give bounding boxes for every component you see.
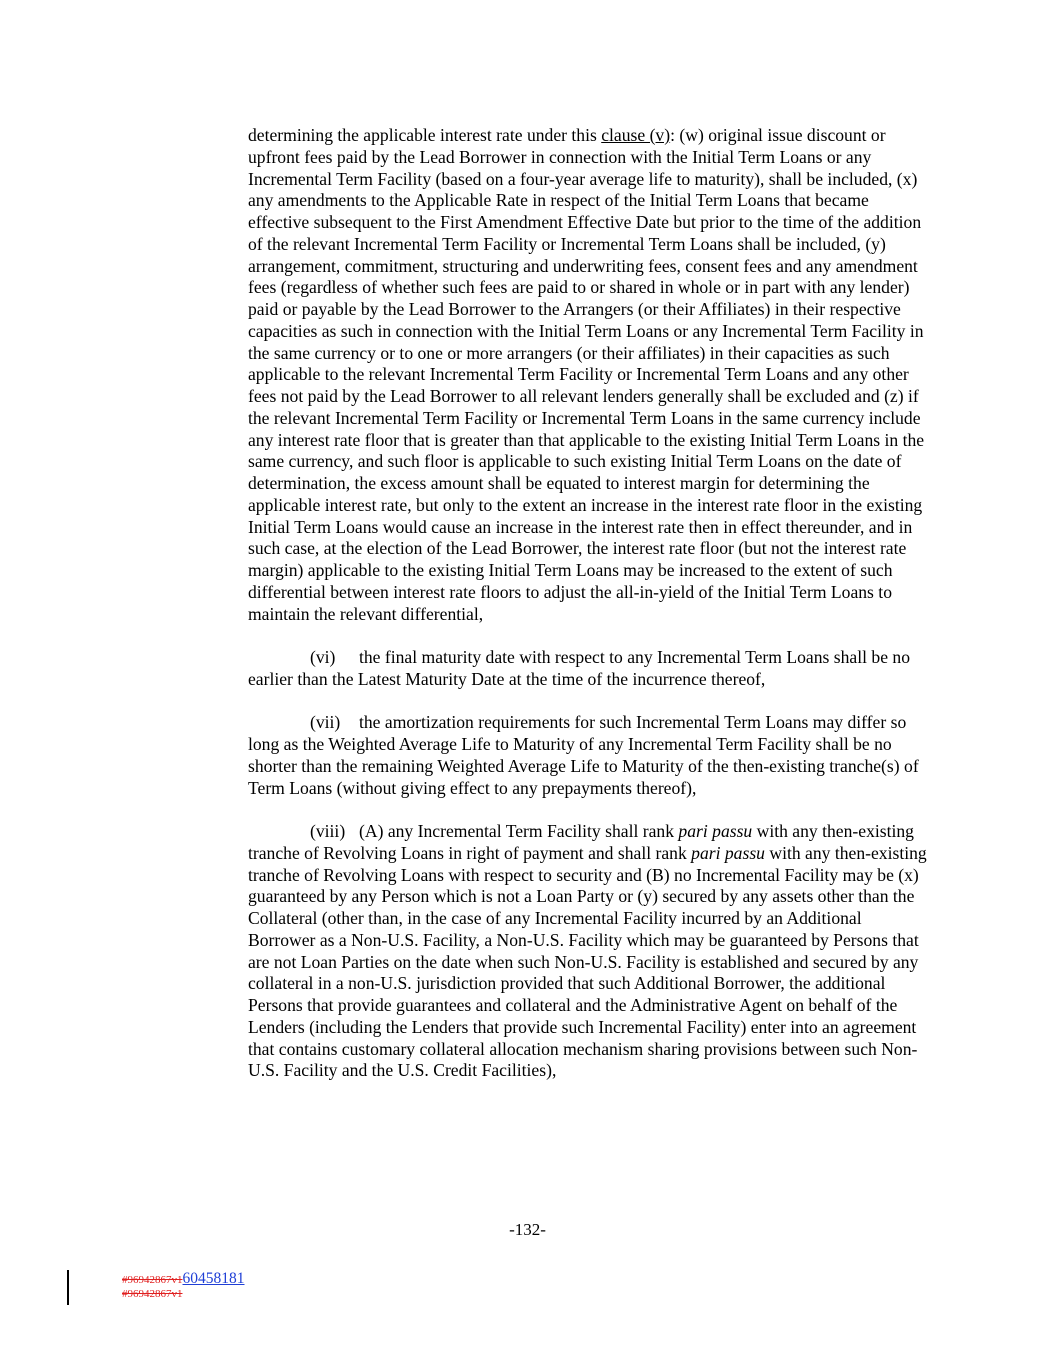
document-id-line-2 [122,1287,245,1301]
clause-number: (vii) [310,712,341,733]
paragraph-text: determining the applicable interest rate under this [248,125,602,145]
paragraph-clause-vi [248,647,932,691]
paragraph-clause-v-continuation [248,125,932,625]
paragraph-text: with any then-existing tranche of Revolving Loans with respect to security and (B) no Incremental Facility may be (x) guaranteed by any Person which is not a Loan Party or (y) secured by any assets other than the Collateral (other than, in the case of any Incremental Facility incurred by an Additional Borrower as a Non-U.S. Facility, a Non-U.S. Facility which may be guaranteed by Persons that are not Loan Parties on the date when such Non-U.S. Facility is established and secured by any collateral in a non-U.S. jurisdiction provided that such Additional Borrower, the additional Persons that provide guarantees and collateral and the Administrative Agent on behalf of the Lenders (including the Lenders that provide such Incremental Facility) enter into an agreement that contains customary collateral allocation mechanism sharing provisions between such Non-U.S. Facility and the U.S. Credit Facilities), [248,842,927,1081]
inserted-document-id: 60458181 [182,1270,245,1287]
document-id-footer [122,1272,245,1301]
italic-term: pari passu [678,821,753,841]
page-number: -132- [509,1220,546,1239]
paragraph-text: (A) any Incremental Term Facility shall rank [359,821,679,841]
revision-change-bar [67,1270,69,1305]
deleted-document-id: #96942867v1 [122,1288,183,1300]
paragraph-clause-vii [248,712,932,799]
clause-number: (viii) [310,821,346,841]
document-body [248,125,932,1104]
deleted-document-id: #96942867v1 [122,1274,183,1286]
document-id-line-1 [122,1272,245,1287]
paragraph-text: the final maturity date with respect to any Incremental Term Loans shall be no earlier than the Latest Maturity Date at the time of the incurrence thereof, [248,647,910,689]
paragraph-clause-viii [248,821,932,1082]
clause-reference: clause (v) [601,125,671,145]
paragraph-text: with any then-existing tranche of Revolving Loans in right of payment and shall rank [248,821,914,863]
paragraph-text: : (w) original issue discount or upfront fees paid by the Lead Borrower in connection with the Initial Term Loans or any Incremental Term Facility (based on a four-year average life to maturity), shall be included, (x) any amendments to the Applicable Rate in respect of the Initial Term Loans that became effective subsequent to the First Amendment Effective Date but prior to the time of the addition of the relevant Incremental Term Facility or Incremental Term Loans shall be included, (y) arrangement, commitment, structuring and underwriting fees, consent fees and any amendment fees (regardless of whether such fees are paid to or shared in whole or in part with any lender) paid or payable by the Lead Borrower to the Arrangers (or their Affiliates) in their respective capacities as such in connection with the Initial Term Loans or any Incremental Term Facility in the same currency or to one or more arrangers (or their affiliates) in their capacities as such applicable to the relevant Incremental Term Facility or Incremental Term Loans and any other fees not paid by the Lead Borrower to all relevant lenders generally shall be excluded and (z) if the relevant Incremental Term Facility or Incremental Term Loans in the same currency include any interest rate floor that is greater than that applicable to the existing Initial Term Loans in the same currency, and such floor is applicable to such existing Initial Term Loans on the date of determination, the excess amount shall be equated to interest margin for determining the applicable interest rate, but only to the extent an increase in the interest rate floor in the existing Initial Term Loans would cause an increase in the interest rate then in effect thereunder, and in such case, at the election of the Lead Borrower, the interest rate floor (but not the interest rate margin) applicable to the existing Initial Term Loans may be increased to the extent of such differential between interest rate floors to adjust the all-in-yield of the Initial Term Loans to maintain the relevant differential, [248,125,925,624]
clause-number: (vi) [310,647,336,667]
paragraph-text: the amortization requirements for such Incremental Term Loans may differ so long as the Weighted Average Life to Maturity of any Incremental Term Facility shall be no shorter than the remaining Weighted Average Life to Maturity of the then-existing tranche(s) of Term Loans (without giving effect to any prepayments thereof), [248,712,919,798]
italic-term: pari passu [691,842,765,863]
